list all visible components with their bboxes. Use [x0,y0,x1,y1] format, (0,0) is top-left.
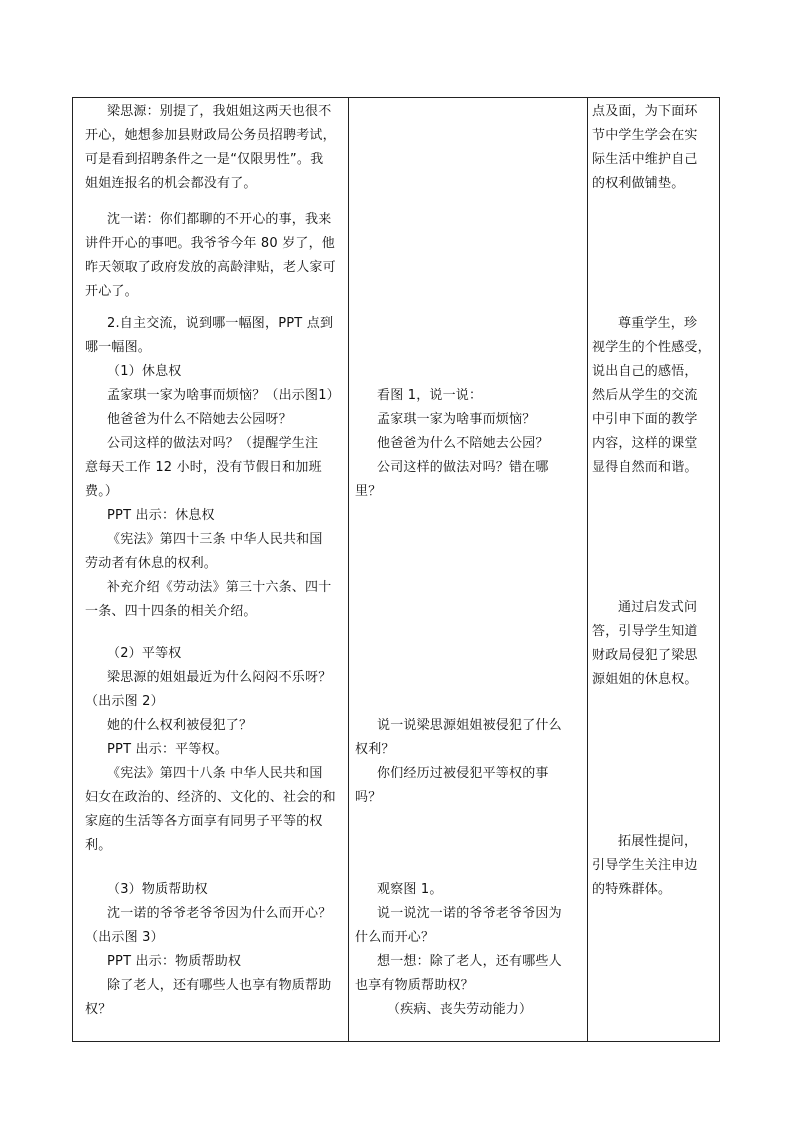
right-text-line: 内容，这样的课堂 [592,436,698,451]
middle-text-line: 说一说梁思源姐姐被侵犯了什么 [377,718,562,733]
middle-text-line: 也享有物质帮助权？ [355,978,474,993]
right-text-line: 拓展性提问， [618,834,698,849]
right-text-line: 然后从学生的交流 [592,388,698,403]
middle-text-line: 看图 1，说一说： [377,388,483,403]
right-text-line: 源姐姐的休息权。 [592,672,698,687]
middle-text-line: 公司这样的做法对吗？错在哪 [377,460,549,475]
left-text-line: （1）休息权 [107,364,182,379]
left-text-line: 沈一诺：你们都聊的不开心的事，我来 [107,212,332,227]
left-text-line: 孟家琪一家为啥事而烦恼？（出示图1） [107,388,340,403]
left-text-line: 补充介绍《劳动法》第三十六条、四十 [107,580,332,595]
right-text-line: 引导学生关注申边 [592,858,698,873]
left-text-line: 《宪法》第四十八条 中华人民共和国 [107,766,323,781]
left-text-line: 公司这样的做法对吗？（提醒学生注 [107,436,319,451]
left-text-line: 利。 [85,838,112,853]
left-text-line: 一条、四十四条的相关介绍。 [85,604,257,619]
left-text-line: 费。） [85,484,119,499]
left-text-line: 《宪法》第四十三条 中华人民共和国 [107,532,323,547]
left-text-line: 除了老人，还有哪些人也享有物质帮助 [107,978,332,993]
right-text-line: 中引申下面的教学 [592,412,698,427]
column-divider-1 [348,98,349,1041]
left-text-line: （出示图 3） [85,930,164,945]
left-text-line: 家庭的生活等各方面享有同男子平等的权 [85,814,323,829]
right-text-line: 视学生的个性感受， [592,340,711,355]
middle-text-line: 里？ [355,484,382,499]
column-divider-2 [587,98,588,1041]
lesson-plan-table [72,97,720,1042]
right-text-line: 的特殊群体。 [592,882,672,897]
right-text-line: 节中学生学会在实 [592,128,698,143]
middle-text-line: 孟家琪一家为啥事而烦恼？ [377,412,536,427]
left-text-line: PPT 出示：物质帮助权 [107,954,242,969]
middle-text-line: 吗？ [355,790,382,805]
right-text-line: 的权利做铺垫。 [592,176,685,191]
left-text-line: 开心了。 [85,284,138,299]
middle-text-line: 观察图 1。 [377,882,443,897]
left-text-line: （2）平等权 [107,646,182,661]
left-text-line: PPT 出示：平等权。 [107,742,228,757]
left-text-line: 讲件开心的事吧。我爷爷今年 80 岁了，他 [85,236,336,251]
right-text-line: 尊重学生，珍 [618,316,698,331]
left-text-line: 梁思源：别提了，我姐姐这两天也很不 [107,104,332,119]
middle-text-line: 什么而开心？ [355,930,435,945]
middle-text-line: 想一想：除了老人，还有哪些人 [377,954,562,969]
left-text-line: 2.自主交流，说到哪一幅图，PPT 点到 [107,316,334,331]
left-text-line: 妇女在政治的、经济的、文化的、社会的和 [85,790,336,805]
left-text-line: 梁思源的姐姐最近为什么闷闷不乐呀？ [107,670,332,685]
middle-text-line: 你们经历过被侵犯平等权的事 [377,766,549,781]
left-text-line: PPT 出示：休息权 [107,508,215,523]
middle-text-line: 说一说沈一诺的爷爷老爷爷因为 [377,906,562,921]
left-text-line: 可是看到招聘条件之一是“仅限男性”。我 [85,152,324,167]
left-text-line: （3）物质帮助权 [107,882,208,897]
left-text-line: 权？ [85,1002,112,1017]
right-text-line: 通过启发式问 [618,600,698,615]
left-text-line: 他爸爸为什么不陪她去公园呀？ [107,412,292,427]
middle-text-line: 权利？ [355,742,395,757]
left-text-line: 沈一诺的爷爷老爷爷因为什么而开心？ [107,906,332,921]
left-text-line: 开心，她想参加县财政局公务员招聘考试， [85,128,336,143]
left-text-line: 劳动者有休息的权利。 [85,556,218,571]
left-text-line: 意每天工作 12 小时，没有节假日和加班 [85,460,322,475]
right-text-line: 点及面，为下面环 [592,104,698,119]
left-text-line: 昨天领取了政府发放的高龄津贴，老人家可 [85,260,336,275]
right-text-line: 显得自然而和谐。 [592,460,698,475]
right-text-line: 财政局侵犯了梁思 [592,648,698,663]
right-text-line: 际生活中维护自己 [592,152,698,167]
left-text-line: 她的什么权利被侵犯了？ [107,718,253,733]
left-text-line: 姐姐连报名的机会都没有了。 [85,176,257,191]
left-text-line: 哪一幅图。 [85,340,152,355]
middle-text-line: （疾病、丧失劳动能力） [387,1002,533,1017]
left-text-line: （出示图 2） [85,694,164,709]
right-text-line: 答，引导学生知道 [592,624,698,639]
right-text-line: 说出自己的感悟， [592,364,698,379]
middle-text-line: 他爸爸为什么不陪她去公园？ [377,436,549,451]
